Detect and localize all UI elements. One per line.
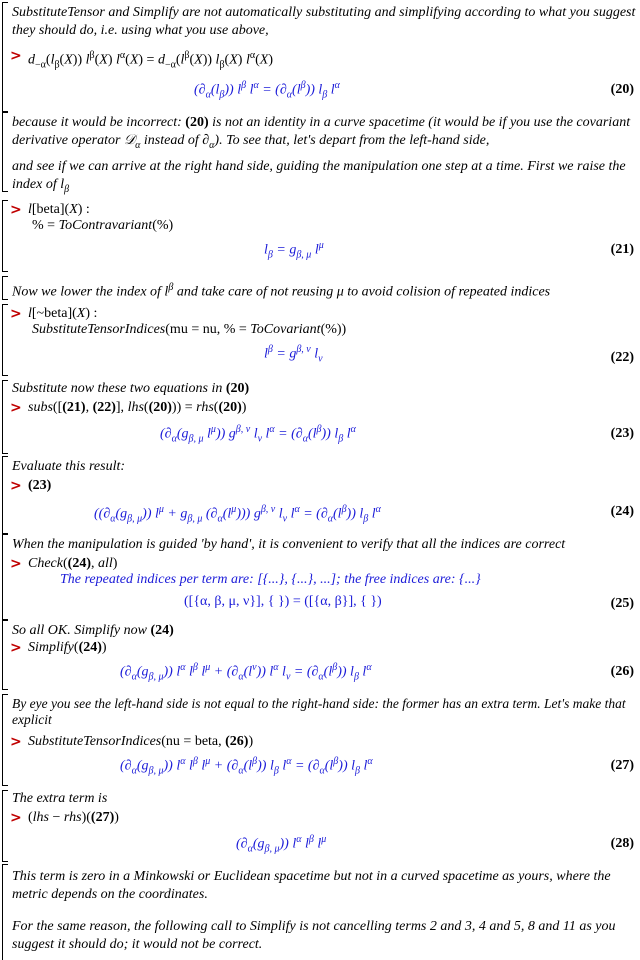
input-command[interactable]: % = ToContravariant(%): [32, 218, 174, 233]
execution-group-1: [2, 2, 638, 112]
output-expression: $(\partial_\alpha(l_\beta))$ $l^\beta$ $l^\alpha = (\partial_\alpha(l^\beta))$ $l_\beta$ $l^\alpha$: [194, 80, 340, 101]
equation-label: (24): [610, 504, 634, 519]
input-command[interactable]: l[~beta](X) :: [28, 306, 98, 321]
text-group-4: [2, 276, 638, 300]
text-paragraph: SubstituteTensor and Simplify are not automatically substituting and simplifying according to what you suggest they should do, i.e. using what you use above,: [12, 5, 636, 38]
equation-label: (23): [610, 426, 634, 441]
output-expression: $l_\beta = g_{\beta, \mu}$ $l^\mu$: [264, 240, 324, 261]
text-paragraph: By eye you see the left-hand side is not equal to the right-hand side: the former has an extra term. Let's make that explicit: [12, 696, 626, 727]
equation-label: (22): [610, 350, 634, 365]
equation-label: (20): [610, 82, 634, 97]
output-expression: $(\partial_\alpha(g_{\beta, \mu}))$ $l^\alpha$ $l^\beta$ $l^\mu$: [236, 834, 327, 855]
equation-label: (28): [610, 836, 634, 851]
input-command[interactable]: $d_{-\alpha}(l_\beta(X))$ $l^\beta(X) l^\alpha(X) = d_{-\alpha}(l^\beta(X))$ $l_\beta(X)$ $l^\alpha(X)$: [28, 50, 273, 71]
input-command[interactable]: (lhs − rhs)((27)): [28, 810, 119, 825]
equation-label: (21): [610, 242, 634, 257]
text-paragraph: For the same reason, the following call to Simplify is not cancelling terms 2 and 3, 4 and 5, 8 and 11 as you suggest it should do; it would not be correct.: [12, 919, 616, 952]
output-expression: ($\partial_\alpha(g_{\beta, \mu}$ $l^\mu$)) $g^{\beta, \nu}$ $l_\nu$ $l^\alpha = (\partial_\alpha(l^\beta))$ $l_\beta$ $l^\alpha$: [160, 424, 356, 445]
equation-label: (27): [610, 758, 634, 773]
input-command[interactable]: SubstituteTensorIndices(nu = beta, (26)): [28, 734, 254, 749]
input-command[interactable]: l[beta](X) :: [28, 202, 90, 217]
output-expression: ($(\partial_\alpha(g_{\beta, \mu})) l^\mu + g_{\beta, \mu}$ $(\partial_\alpha(l^\mu))$) $g^{\beta, \nu}$ $l_\nu$ $l^\alpha = (\partial_\alpha(l^\beta))$ $l_\beta$ $l^\alpha$: [94, 504, 381, 525]
output-expression: $(\partial_\alpha(g_{\beta, \mu}))$ $l^\alpha$ $l^\beta$ $l^\mu + (\partial_\alpha(l^\beta))$ $l_\beta$ $l^\alpha = (\partial_\alpha(l^\beta))$ $l_\beta$ $l^\alpha$: [120, 756, 373, 777]
text-paragraph: and see if we can arrive at the right hand side, guiding the manipulation one step at a time. First we raise the index of $l_\beta$: [12, 159, 626, 195]
execution-group-9: [2, 620, 638, 690]
text-paragraph: because it would be incorrect: (20) is not an identity in a curve spacetime (it would be if you use the covariant derivative operator 𝒟$_\alpha$ instead of $\partial_\alpha$). To see that, let's depart from the left-hand side,: [12, 115, 631, 151]
text-group-12: [2, 864, 638, 959]
input-command[interactable]: Simplify((24)): [28, 640, 107, 655]
execution-group-6: [2, 380, 638, 454]
input-command[interactable]: (23): [28, 478, 52, 493]
execution-group-10: [2, 694, 638, 786]
input-prompt: >: [10, 734, 22, 750]
input-command[interactable]: Check((24), all): [28, 556, 118, 571]
output-message: The repeated indices per term are: [{...}, {...}, ...]; the free indices are: {...}: [60, 572, 481, 587]
equation-label: (25): [610, 596, 634, 611]
input-prompt: >: [10, 306, 22, 322]
input-prompt: >: [10, 556, 22, 572]
execution-group-5: [2, 304, 638, 376]
input-command[interactable]: SubstituteTensorIndices(mu = nu, % = ToCovariant(%)): [32, 322, 347, 337]
output-expression: ([{α, β, μ, ν}], { }) = ([{α, β}], { }): [184, 594, 382, 609]
input-prompt: >: [10, 640, 22, 656]
text-group-2: [2, 112, 638, 195]
input-command[interactable]: subs([(21), (22)], lhs((20))) = rhs((20)): [28, 400, 247, 415]
text-paragraph: This term is zero in a Minkowski or Euclidean spacetime but not in a curved spacetime as yours, where the metric depends on the coordinates.: [12, 869, 611, 902]
output-expression: $l^\beta = g^{\beta, \nu}$ $l_\nu$: [264, 344, 323, 365]
input-prompt: >: [10, 478, 22, 494]
text-paragraph: The extra term is: [12, 791, 108, 806]
text-paragraph: Now we lower the index of $l^\beta$ and take care of not reusing μ to avoid colision of repeated indices: [12, 282, 551, 300]
text-paragraph: Evaluate this result:: [12, 459, 126, 474]
execution-group-8: [2, 534, 638, 620]
input-prompt: >: [10, 202, 22, 218]
output-expression: $(\partial_\alpha(g_{\beta, \mu}))$ $l^\alpha$ $l^\beta$ $l^\mu + (\partial_\alpha(l^\nu))$ $l^\alpha$ $l_\nu = (\partial_\alpha(l^\beta))$ $l_\beta$ $l^\alpha$: [120, 662, 372, 683]
input-prompt: >: [10, 400, 22, 416]
execution-group-11: [2, 790, 638, 862]
equation-label: (26): [610, 664, 634, 679]
input-prompt: >: [10, 810, 22, 826]
execution-group-7: [2, 456, 638, 534]
execution-group-3: [2, 200, 638, 272]
text-paragraph: Substitute now these two equations in (20): [12, 381, 250, 396]
text-paragraph: When the manipulation is guided 'by hand', it is convenient to verify that all the indices are correct: [12, 537, 566, 552]
input-prompt: >: [10, 48, 22, 64]
text-paragraph: So all OK. Simplify now (24): [12, 623, 174, 638]
